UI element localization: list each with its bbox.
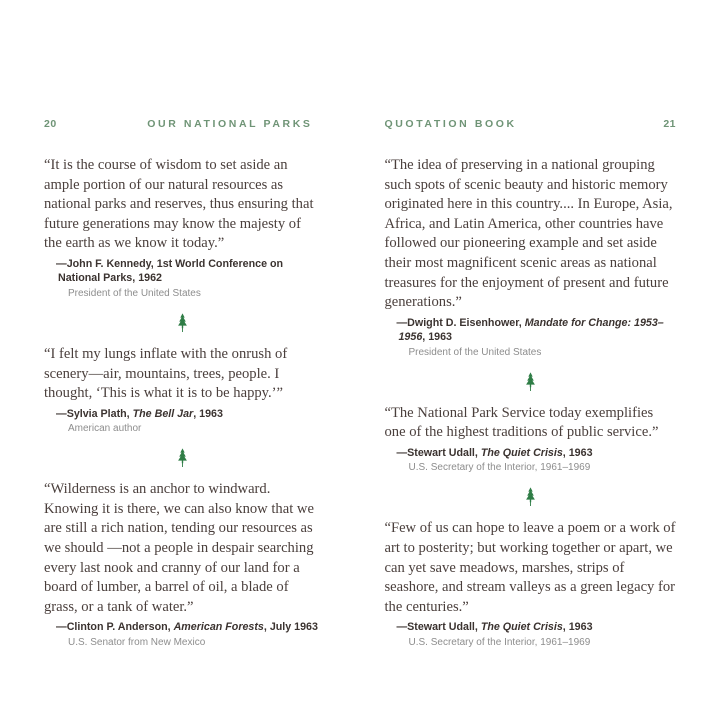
left-running-head bbox=[44, 118, 320, 134]
quote-block bbox=[384, 519, 676, 648]
left-page bbox=[44, 118, 336, 720]
tree-icon-svg bbox=[175, 313, 190, 333]
quote-text: “It is the course of wisdom to set aside an ample portion of our natural resources as national parks and reserves, thus ensuring that future generations may know the majesty of the earth as we know it today.” bbox=[44, 157, 314, 252]
left-quote-list bbox=[44, 156, 320, 649]
attribution-source: —Sylvia Plath, bbox=[56, 407, 133, 420]
quote-block bbox=[44, 156, 320, 300]
quote-text: “Few of us can hope to leave a poem or a work of art to posterity; but working together or apart, we can yet save meadows, marshes, strips of seashore, and stream valleys as a green legacy for the centuries.” bbox=[384, 520, 676, 615]
quote-block bbox=[384, 404, 676, 475]
attribution-year: , July 1963 bbox=[263, 621, 318, 634]
tree-icon bbox=[44, 313, 320, 333]
attribution-source: —Stewart Udall, bbox=[396, 446, 481, 459]
right-page bbox=[384, 118, 676, 720]
attribution-source: —Dwight D. Eisenhower, bbox=[396, 316, 525, 329]
right-page-number: 21 bbox=[663, 118, 676, 130]
right-quote-list bbox=[384, 156, 676, 649]
quote-text: “Wilderness is an anchor to windward. Knowing it is there, we can also know that we are still a rich nation, tending our resources as we should —not a people in despair searching every last nook and cranny of our land for a board of lumber, a barrel of oil, a blade of grass, or a tank of water.” bbox=[44, 481, 314, 615]
tree-icon-svg bbox=[175, 448, 190, 468]
tree-icon bbox=[44, 448, 320, 468]
attribution-role: American author bbox=[68, 423, 142, 435]
quote-text: “The idea of preserving in a national grouping such spots of scenic beauty and historic memory originated here in this country.... In Europe, Asia, Africa, and Latin America, other countries have followed our pioneering example and set aside their most magnificent scenic areas as national treasures for the enjoyment of present and future generations.” bbox=[384, 157, 673, 311]
quote-block bbox=[384, 156, 676, 359]
left-running-title: OUR NATIONAL PARKS bbox=[147, 118, 313, 130]
attribution-work-title: Mandate for Change: 1953–1956 bbox=[398, 316, 664, 344]
attribution-role: U.S. Secretary of the Interior, 1961–1969 bbox=[408, 462, 591, 474]
quote-attribution bbox=[398, 446, 676, 461]
quote-text: “I felt my lungs inflate with the onrush of scenery—air, mountains, trees, people. I thought, ‘This is what it is to be happy.’” bbox=[44, 345, 288, 402]
attribution-source: —Clinton P. Anderson, bbox=[56, 621, 174, 634]
tree-icon-svg bbox=[523, 487, 538, 507]
attribution-source: —Stewart Udall, bbox=[396, 621, 481, 634]
attribution-role: President of the United States bbox=[408, 346, 542, 358]
attribution-year: , 1963 bbox=[562, 621, 593, 634]
tree-icon bbox=[384, 487, 676, 507]
attribution-work-title: The Bell Jar bbox=[132, 407, 194, 420]
right-running-head bbox=[384, 118, 676, 134]
attribution-role: U.S. Secretary of the Interior, 1961–1969 bbox=[408, 636, 591, 648]
quote-block bbox=[44, 345, 320, 435]
quote-attribution bbox=[58, 407, 320, 422]
right-running-title: QUOTATION BOOK bbox=[384, 118, 517, 130]
quote-attribution bbox=[58, 620, 320, 635]
attribution-source: —John F. Kennedy, 1st World Conference on National Parks, 1962 bbox=[56, 257, 284, 285]
attribution-role: U.S. Senator from New Mexico bbox=[68, 636, 206, 648]
left-page-number: 20 bbox=[44, 118, 57, 130]
quote-attribution bbox=[398, 620, 676, 635]
attribution-year: , 1963 bbox=[422, 331, 452, 344]
quote-attribution bbox=[398, 316, 676, 345]
attribution-year: , 1963 bbox=[562, 446, 593, 459]
quote-block bbox=[44, 480, 320, 649]
quote-attribution bbox=[58, 257, 320, 286]
attribution-role: President of the United States bbox=[68, 287, 201, 299]
attribution-work-title: American Forests bbox=[173, 621, 264, 634]
quote-text: “The National Park Service today exemplifies one of the highest traditions of public service.” bbox=[384, 404, 659, 441]
attribution-work-title: The Quiet Crisis bbox=[480, 446, 563, 459]
tree-icon-svg bbox=[523, 372, 538, 392]
attribution-work-title: The Quiet Crisis bbox=[480, 621, 563, 634]
attribution-year: , 1963 bbox=[193, 407, 223, 420]
tree-icon bbox=[384, 372, 676, 392]
